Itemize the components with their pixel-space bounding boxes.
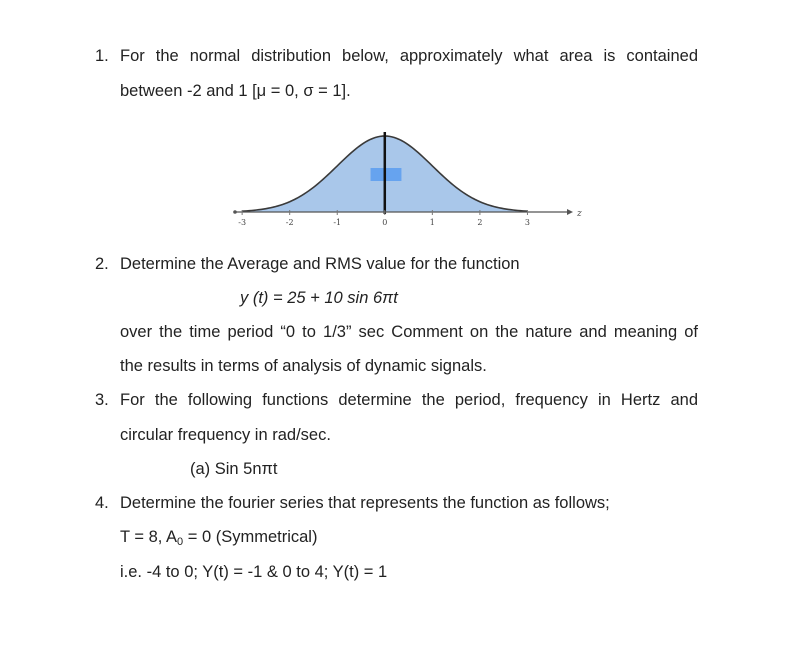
q4-number: 4.	[95, 494, 109, 512]
q3-part-a: (a) Sin 5nπt	[190, 460, 278, 478]
q3-text-line1: For the following functions determine the period, frequency in Hertz and	[120, 391, 698, 409]
x-tick-label: -3	[238, 218, 247, 227]
x-tick-label: 3	[524, 218, 530, 227]
q4-line2-post: = 0 (Symmetrical)	[183, 528, 318, 546]
q2-formula: y (t) = 25 + 10 sin 6πt	[240, 289, 398, 307]
x-tick-label: -2	[285, 218, 294, 227]
q4-line2-subscript: 0	[177, 536, 184, 548]
q1-number: 1.	[95, 47, 109, 65]
normal-distribution-chart	[225, 128, 585, 238]
q1-text-line2: between -2 and 1 [μ = 0, σ = 1].	[120, 82, 351, 100]
q2-text-line4: the results in terms of analysis of dynamic signals.	[120, 357, 487, 375]
q4-text-line2	[120, 527, 317, 552]
q4-text-line3: i.e. -4 to 0; Y(t) = -1 & 0 to 4; Y(t) = 1	[120, 563, 388, 581]
q4-text-line1: Determine the fourier series that represents the function as follows;	[120, 494, 610, 512]
x-axis-arrow-icon	[567, 209, 573, 215]
q3-number: 3.	[95, 391, 109, 409]
q4-line2-pre: T = 8, A	[120, 528, 178, 546]
q2-number: 2.	[95, 255, 109, 273]
x-axis-left-dot	[233, 210, 237, 214]
q2-text-line3: over the time period “0 to 1/3” sec Comment on the nature and meaning of	[120, 323, 698, 341]
x-tick-label: 2	[477, 218, 483, 227]
x-tick-label: 1	[429, 218, 435, 227]
q2-text-line1: Determine the Average and RMS value for the function	[120, 255, 520, 273]
q3-text-line2: circular frequency in rad/sec.	[120, 426, 331, 444]
x-tick-label: -1	[333, 218, 342, 227]
x-axis-label: z	[577, 209, 582, 219]
x-tick-label: 0	[382, 218, 388, 227]
q1-text-line1: For the normal distribution below, approximately what area is contained	[120, 47, 698, 65]
